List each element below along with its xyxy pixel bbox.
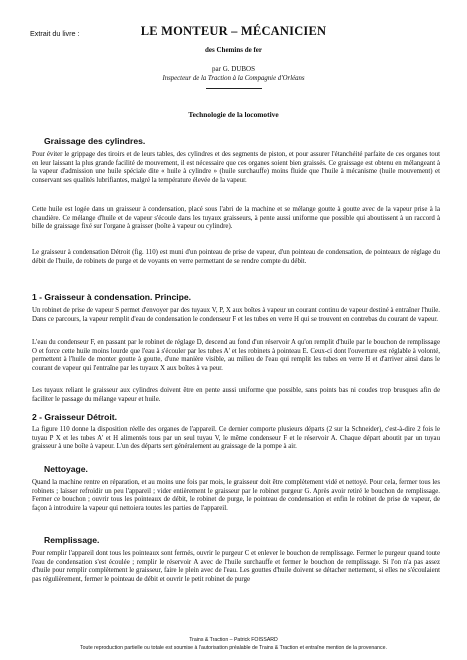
- heading-remplissage: Remplissage.: [44, 535, 100, 545]
- paragraph-9: Pour remplir l'appareil dont tous les pointeaux sont fermés, ouvrir le purgeur C et enlever le bouchon de remplissage. Fermer le purgeur quand toute l'eau de condensation s'est écoulée ; remplir le réservoir A avec de l'huile surchauffe et fermer le bouchon de remplissage. Si l'on n'a pas assez d'huile pour remplir complètement le graisseur, faire le plein avec de l'eau. Les gouttes d'huile doivent se détacher nettement, si elles ne s'écoulaient pas régulièrement, fermer le pointeau de débit et ouvrir le petit robinet de purge: [32, 550, 440, 583]
- paragraph-1: Pour éviter le grippage des tiroirs et de leurs tables, des cylindres et des segments de piston, et pour assurer l'étanchéité parfaite de ces organes tout en leur laissant la plus grande facilité de mouvement, il est nécessaire que ces organes soient bien graissés. Ce graissage est obtenu en mélangeant à la vapeur d'admission une huile spéciale dite « huile à cylindre » (huile surchauffe) moins fluide que l'huile à mécanisme (huile mouvement) et conservant ses qualités lubrifiantes, malgré la température élevée de la vapeur.: [32, 151, 440, 184]
- extrait-label: Extrait du livre :: [30, 29, 80, 38]
- footer-copyright: Toute reproduction partielle ou totale est soumise à l'autorisation préalable de Trains & Traction et entraîne mention de la provenance.: [80, 645, 387, 651]
- paragraph-5: L'eau du condenseur F, en passant par le robinet de réglage D, descend au fond d'un réservoir A qu'on remplit d'huile par le bouchon de remplissage O et force cette huile moins lourde que l'eau à s'écouler par les tubes A' et les robinets à pointeau E. Ceux-ci dont l'ouverture est réglable à volonté, permettent à l'huile de monter goutte à goutte, d'une manière visible, au milieu de l'eau qui remplit les tubes en verre H et d'arriver ainsi dans le courant de vapeur qui l'entraîne par les tuyaux X aux boîtes à va peur.: [32, 339, 440, 372]
- section-title: Technologie de la locomotive: [188, 110, 279, 119]
- heading-graissage: Graissage des cylindres.: [44, 136, 146, 146]
- paragraph-6: Les tuyaux reliant le graisseur aux cylindres doivent être en pente aussi uniforme que possible, sans points bas ni coudes trop brusques afin de faciliter le passage du mélange vapeur et huile.: [32, 387, 440, 403]
- footer-credit: Trains & Traction – Patrick FOISSARD: [189, 637, 278, 643]
- paragraph-2: Cette huile est logée dans un graisseur à condensation, placé sous l'abri de la machine et se mélange goutte à goutte avec de la vapeur prise à la chaudière. Ce mélange d'huile et de vapeur s'écoule dans les tuyaux graisseurs, à pente aussi uniforme que possible qui aboutissent à un raccord à bille de graissage fixé sur l'organe à graisser (boîte à vapeur ou cylindre).: [32, 206, 440, 230]
- author-line: par G. DUBOS: [212, 65, 255, 73]
- heading-nettoyage: Nettoyage.: [44, 464, 88, 474]
- paragraph-7: La figure 110 donne la disposition réelle des organes de l'appareil. Ce dernier comporte plusieurs départs (2 sur la Schneider), c'est-à-dire 2 fois le tuyau P X et les tubes A' et H alimentés tous par un seul tuyau V, le même condenseur F et le réservoir A. Chaque départ aboutit par un tuyau graisseur à une boîte à vapeur. L'un des départs sert généralement au graissage de la pompe à air.: [32, 426, 440, 450]
- paragraph-8: Quand la machine rentre en réparation, et au moins une fois par mois, le graisseur doit être complètement vidé et nettoyé. Pour cela, fermer tous les robinets ; laisser refroidir un peu l'appareil ; vider entièrement le graisseur par le robinet purgeur G. Après avoir retiré le bouchon de remplissage. Fermer ce bouchon ; ouvrir tous les pointeaux de débit, le robinet de purge, le pointeau de condensation et enfin le robinet de prise de vapeur, de façon à introduire la vapeur qui nettoiera toutes les parties de l'appareil.: [32, 479, 440, 512]
- book-subtitle: des Chemins de fer: [205, 46, 262, 54]
- paragraph-3: Le graisseur à condensation Détroit (fig. 110) est muni d'un pointeau de prise de vapeur, d'un pointeau de condensation, de pointeaux de réglage du débit de l'huile, de robinets de purge et de voyants en verre permettant de se rendre compte du débit.: [32, 249, 440, 265]
- heading-graisseur-condensation: 1 - Graisseur à condensation. Principe.: [32, 292, 192, 302]
- paragraph-4: Un robinet de prise de vapeur S permet d'envoyer par des tuyaux V, P, X aux boîtes à vapeur un courant continu de vapeur destiné à entraîner l'huile. Dans ce parcours, la vapeur remplit d'eau de condensation le condenseur F et les tubes en verre H qui se trouvent en contrebas du courant de vapeur.: [32, 307, 440, 323]
- author-role: Inspecteur de la Traction à la Compagnie d'Orléans: [162, 75, 305, 82]
- divider-rule: [206, 88, 262, 89]
- heading-graisseur-detroit: 2 - Graisseur Détroit.: [32, 412, 118, 422]
- book-title: LE MONTEUR – MÉCANICIEN: [140, 24, 327, 38]
